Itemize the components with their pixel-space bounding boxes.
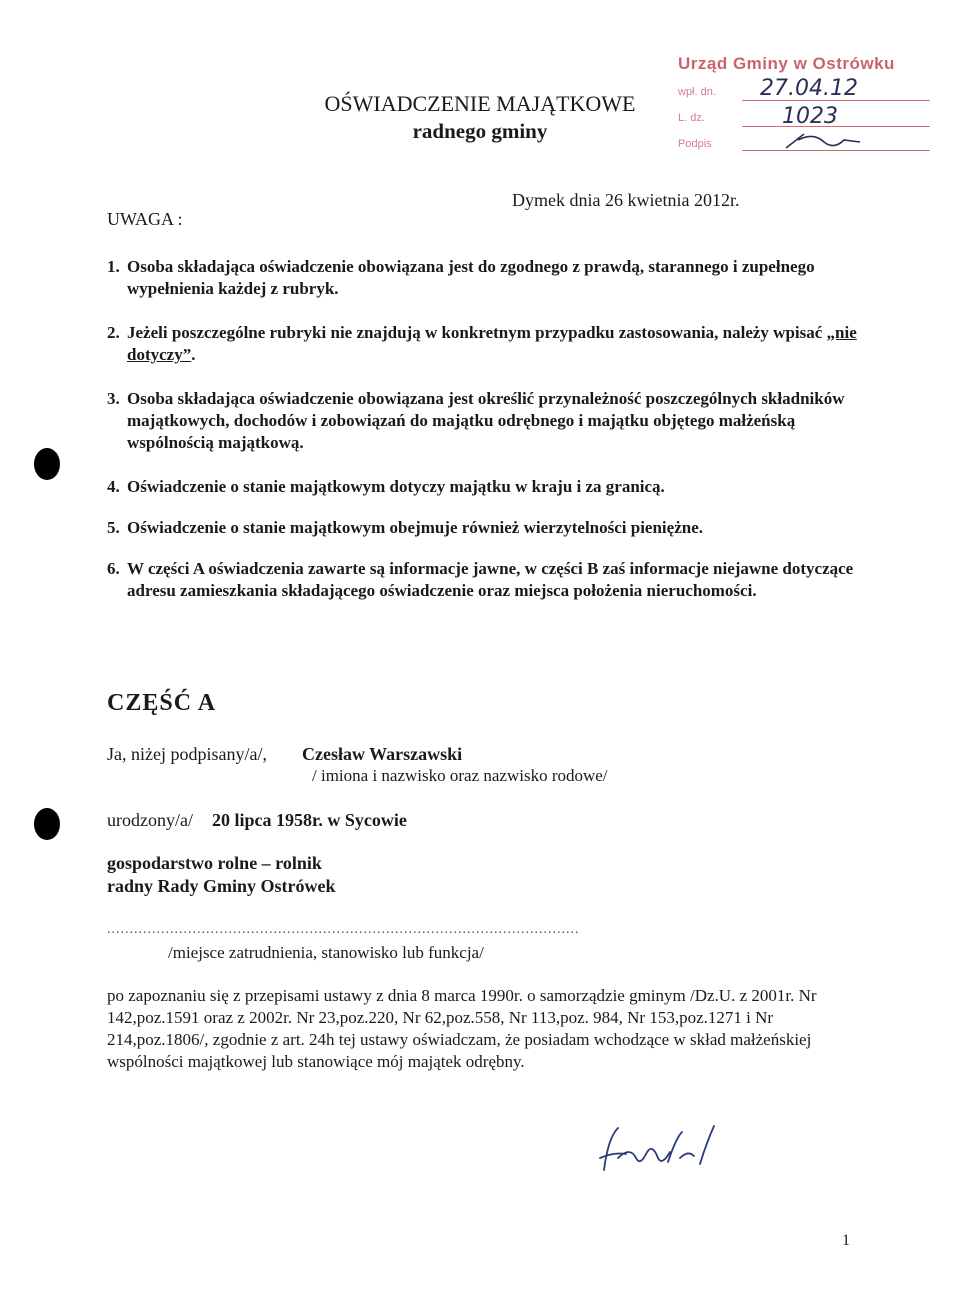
notice-number: 1. <box>107 257 120 276</box>
declarant-label: Ja, niżej podpisany/a/, <box>107 744 267 764</box>
notice-number: 3. <box>107 389 120 408</box>
notice-number: 6. <box>107 559 120 578</box>
notice-item <box>107 388 867 454</box>
declarant-name-hint: / imiona i nazwisko oraz nazwisko rodowe/ <box>312 766 608 785</box>
document-title: OŚWIADCZENIE MAJĄTKOWE <box>324 91 636 116</box>
handwritten-signature <box>596 1118 726 1178</box>
notice-item <box>107 558 867 602</box>
stamp-ref-value: 1023 <box>782 104 838 129</box>
notice-text: Osoba składająca oświadczenie obowiązana jest do zgodnego z prawdą, starannego i zupełnego wypełnienia każdej z rubryk. <box>127 257 815 298</box>
punch-hole-icon <box>34 448 60 480</box>
notice-underlined-phrase: „nie dotyczy” <box>127 323 857 364</box>
place-and-date: Dymek dnia 26 kwietnia 2012r. <box>512 190 740 210</box>
notice-item <box>107 476 867 498</box>
legal-basis-paragraph: po zapoznaniu się z przepisami ustawy z dnia 8 marca 1990r. o samorządzie gminym /Dz.U. z 2001r. Nr 142,poz.1591 oraz z 2002r. Nr 23,poz.220, Nr 62,poz.558, Nr 113,poz. 984, Nr 153,poz.1271 i Nr 214,poz.1806/, zgodnie z art. 24h tej ustawy oświadczam, że posiadam wchodzące w skład małżeńskiej wspólności majątkowej lub stanowiące mój majątek odrębny. <box>107 986 817 1071</box>
notice-label: UWAGA : <box>107 209 183 229</box>
stamp-ref-label: L. dz. <box>678 112 705 124</box>
punch-hole-icon <box>34 808 60 840</box>
born-label: urodzony/a/ <box>107 810 193 830</box>
stamp-received-value: 27.04.12 <box>760 76 858 101</box>
born-value: 20 lipca 1958r. w Sycowie <box>212 810 407 830</box>
occupation-line-1: gospodarstwo rolne – rolnik <box>107 853 322 873</box>
part-a-heading: CZĘŚĆ A <box>107 690 217 716</box>
occupation-line-2: radny Rady Gminy Ostrówek <box>107 876 336 896</box>
document-subtitle: radnego gminy <box>412 119 548 143</box>
stamp-sign-label: Podpis <box>678 138 712 150</box>
notice-text: W części A oświadczenia zawarte są informacje jawne, w części B zaś informacje niejawne dotyczące adresu zamieszkania składającego oświadczenie oraz miejsca położenia nieruchomości. <box>127 559 854 600</box>
declarant-name: Czesław Warszawski <box>302 744 463 764</box>
notice-text: Oświadczenie o stanie majątkowym obejmuje również wierzytelności pieniężne. <box>127 518 703 537</box>
notice-list <box>107 256 867 624</box>
notice-item <box>107 256 867 300</box>
registration-stamp <box>672 52 930 152</box>
page-number: 1 <box>842 1232 850 1249</box>
notice-number: 4. <box>107 477 120 496</box>
notice-text: Osoba składająca oświadczenie obowiązana jest określić przynależność poszczególnych składników majątkowych, dochodów i zobowiązań do majątku odrębnego i majątku objętego małżeńską wspólnością majątkową. <box>127 389 845 452</box>
notice-item <box>107 517 867 539</box>
notice-text: Oświadczenie o stanie majątkowym dotyczy majątku w kraju i za granicą. <box>127 477 665 496</box>
notice-number: 2. <box>107 323 120 342</box>
notice-text-tail: . <box>191 345 196 364</box>
notice-number: 5. <box>107 518 120 537</box>
stamp-received-label: wpł. dn. <box>678 86 716 98</box>
notice-text: Jeżeli poszczególne rubryki nie znajdują w konkretnym przypadku zastosowania, należy wpisać <box>127 323 827 342</box>
occupation-hint: /miejsce zatrudnienia, stanowisko lub funkcja/ <box>168 943 484 962</box>
stamp-office-name: Urząd Gminy w Ostrówku <box>678 54 895 73</box>
dotted-fill-line: ......................................................................................................... <box>107 922 580 937</box>
notice-item <box>107 322 867 366</box>
stamp-initials-icon <box>784 130 864 152</box>
